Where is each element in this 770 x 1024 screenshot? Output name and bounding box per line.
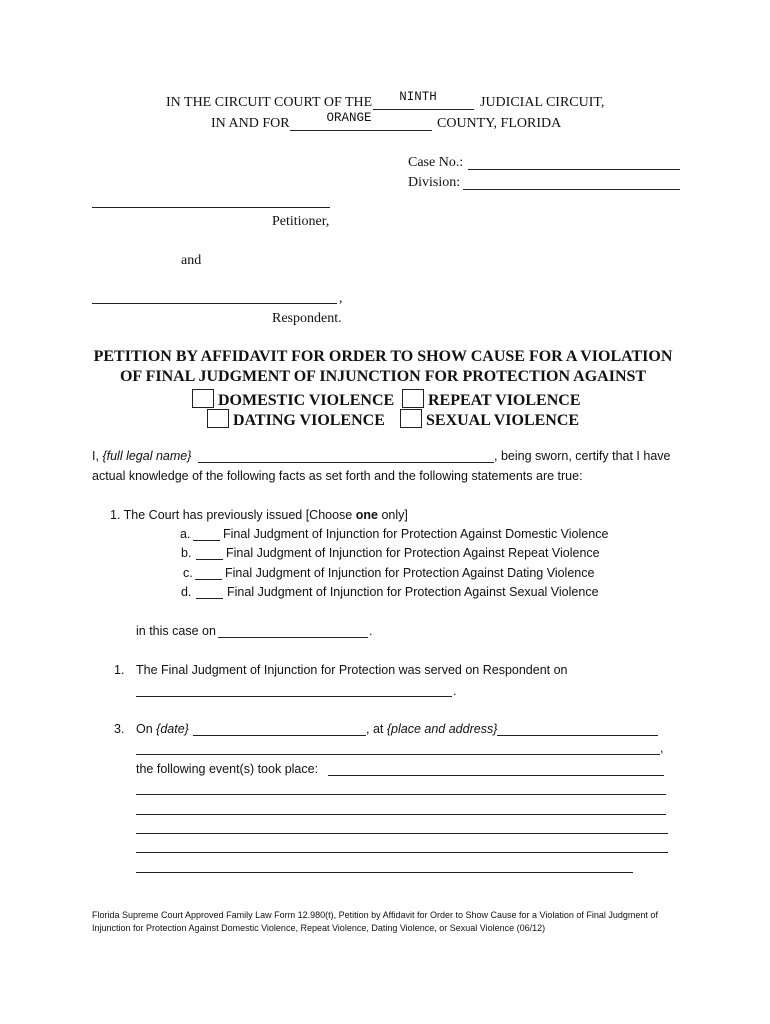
option-a-text: Final Judgment of Injunction for Protection Against Domestic Violence: [223, 527, 609, 541]
court-prefix: IN THE CIRCUIT COURT OF THE: [166, 95, 373, 110]
item3-at: [366, 722, 497, 736]
option-c-blank[interactable]: [195, 579, 222, 580]
footer-line1: Florida Supreme Court Approved Family Law Form 12.980(t), Petition by Affidavit for Order to Show Cause for a Violation of Final Judgment of: [92, 910, 658, 920]
i-label: I,: [92, 449, 99, 463]
case-date-period: .: [369, 624, 373, 638]
domestic-checkbox[interactable]: [192, 389, 214, 408]
event-date-field[interactable]: [193, 735, 366, 736]
title-line1: PETITION BY AFFIDAVIT FOR ORDER TO SHOW CAUSE FOR A VIOLATION: [93, 348, 673, 365]
option-repeat: [402, 389, 580, 410]
item3-number: 3.: [114, 722, 125, 736]
case-no-field[interactable]: [468, 169, 680, 170]
county-field-line: [290, 130, 432, 131]
county-suffix: COUNTY, FLORIDA: [437, 116, 562, 131]
events-field-line4[interactable]: [136, 833, 668, 834]
item2-text: The Final Judgment of Injunction for Protection was served on Respondent on: [136, 663, 568, 677]
full-name-field[interactable]: [198, 462, 494, 463]
item1-lead-end: only]: [381, 508, 408, 522]
events-field-line5[interactable]: [136, 852, 668, 853]
item2-number: 1.: [114, 663, 125, 677]
item3-on: [136, 722, 189, 736]
option-repeat-label: REPEAT VIOLENCE: [428, 392, 581, 409]
case-date-label: in this case on: [136, 624, 216, 638]
service-date-field[interactable]: [136, 696, 452, 697]
option-c-text: Final Judgment of Injunction for Protection Against Dating Violence: [225, 566, 595, 580]
option-a-blank[interactable]: [193, 540, 220, 541]
place-field-line2[interactable]: [136, 754, 660, 755]
option-a-letter: a.: [180, 527, 191, 541]
option-d-letter: d.: [181, 585, 192, 599]
title-line2: OF FINAL JUDGMENT OF INJUNCTION FOR PROTECTION AGAINST: [119, 368, 647, 385]
form-footer: [92, 909, 692, 935]
court-line: [166, 95, 372, 111]
county-prefix: IN AND FOR: [211, 116, 290, 131]
division-label: Division:: [408, 175, 461, 190]
respondent-comma: ,: [339, 291, 343, 306]
petitioner-label: Petitioner,: [272, 214, 330, 229]
sworn-text: , being sworn, certify that I have: [494, 449, 671, 463]
events-field-line2[interactable]: [136, 794, 666, 795]
option-d-text: Final Judgment of Injunction for Protection Against Sexual Violence: [227, 585, 599, 599]
dating-checkbox[interactable]: [207, 409, 229, 428]
item1-lead-bold: one: [355, 508, 378, 522]
option-sexual: [400, 409, 579, 430]
service-date-period: .: [453, 684, 457, 698]
option-dating-label: DATING VIOLENCE: [233, 412, 385, 429]
option-c-letter: c.: [183, 566, 193, 580]
place-placeholder: {place and address}: [386, 722, 498, 736]
option-b-text: Final Judgment of Injunction for Protection Against Repeat Violence: [226, 546, 600, 560]
option-d-blank[interactable]: [196, 598, 223, 599]
date-placeholder: {date}: [156, 722, 189, 736]
events-field-line1[interactable]: [328, 775, 664, 776]
events-field-line3[interactable]: [136, 814, 666, 815]
division-field[interactable]: [463, 189, 680, 190]
option-b-letter: b.: [181, 546, 192, 560]
events-field-line6[interactable]: [136, 872, 633, 873]
petitioner-name-field[interactable]: [92, 207, 330, 208]
repeat-checkbox[interactable]: [402, 389, 424, 408]
on-label: On: [136, 722, 153, 736]
and-text: and: [181, 253, 202, 268]
intro-line1: [92, 449, 191, 463]
intro-line2: actual knowledge of the following facts as set forth and the following statements are true:: [92, 469, 583, 483]
option-b-blank[interactable]: [196, 559, 223, 560]
name-placeholder: {full legal name}: [102, 449, 192, 463]
respondent-name-field[interactable]: [92, 303, 337, 304]
place-field-line1[interactable]: [497, 735, 658, 736]
circuit-field[interactable]: NINTH: [399, 90, 437, 104]
sexual-checkbox[interactable]: [400, 409, 422, 428]
footer-line2: Injunction for Protection Against Domestic Violence, Repeat Violence, Dating Violence, or Sexual Violence (06/12): [92, 923, 546, 933]
circuit-field-line: [373, 109, 474, 110]
option-sexual-label: SEXUAL VIOLENCE: [426, 412, 580, 429]
at-label: , at: [366, 722, 384, 736]
place-comma: ,: [660, 741, 664, 755]
court-suffix: JUDICIAL CIRCUIT,: [480, 95, 605, 110]
respondent-label: Respondent.: [272, 311, 342, 326]
county-field[interactable]: ORANGE: [326, 111, 372, 125]
case-date-field[interactable]: [218, 637, 368, 638]
case-no-label: Case No.:: [408, 155, 464, 170]
events-label: the following event(s) took place:: [136, 762, 319, 776]
option-dating: [207, 409, 385, 430]
item1-lead-text: 1. The Court has previously issued [Choose: [110, 508, 353, 522]
option-domestic-label: DOMESTIC VIOLENCE: [218, 392, 395, 409]
item1-lead: [110, 508, 408, 522]
option-domestic: [192, 389, 394, 410]
